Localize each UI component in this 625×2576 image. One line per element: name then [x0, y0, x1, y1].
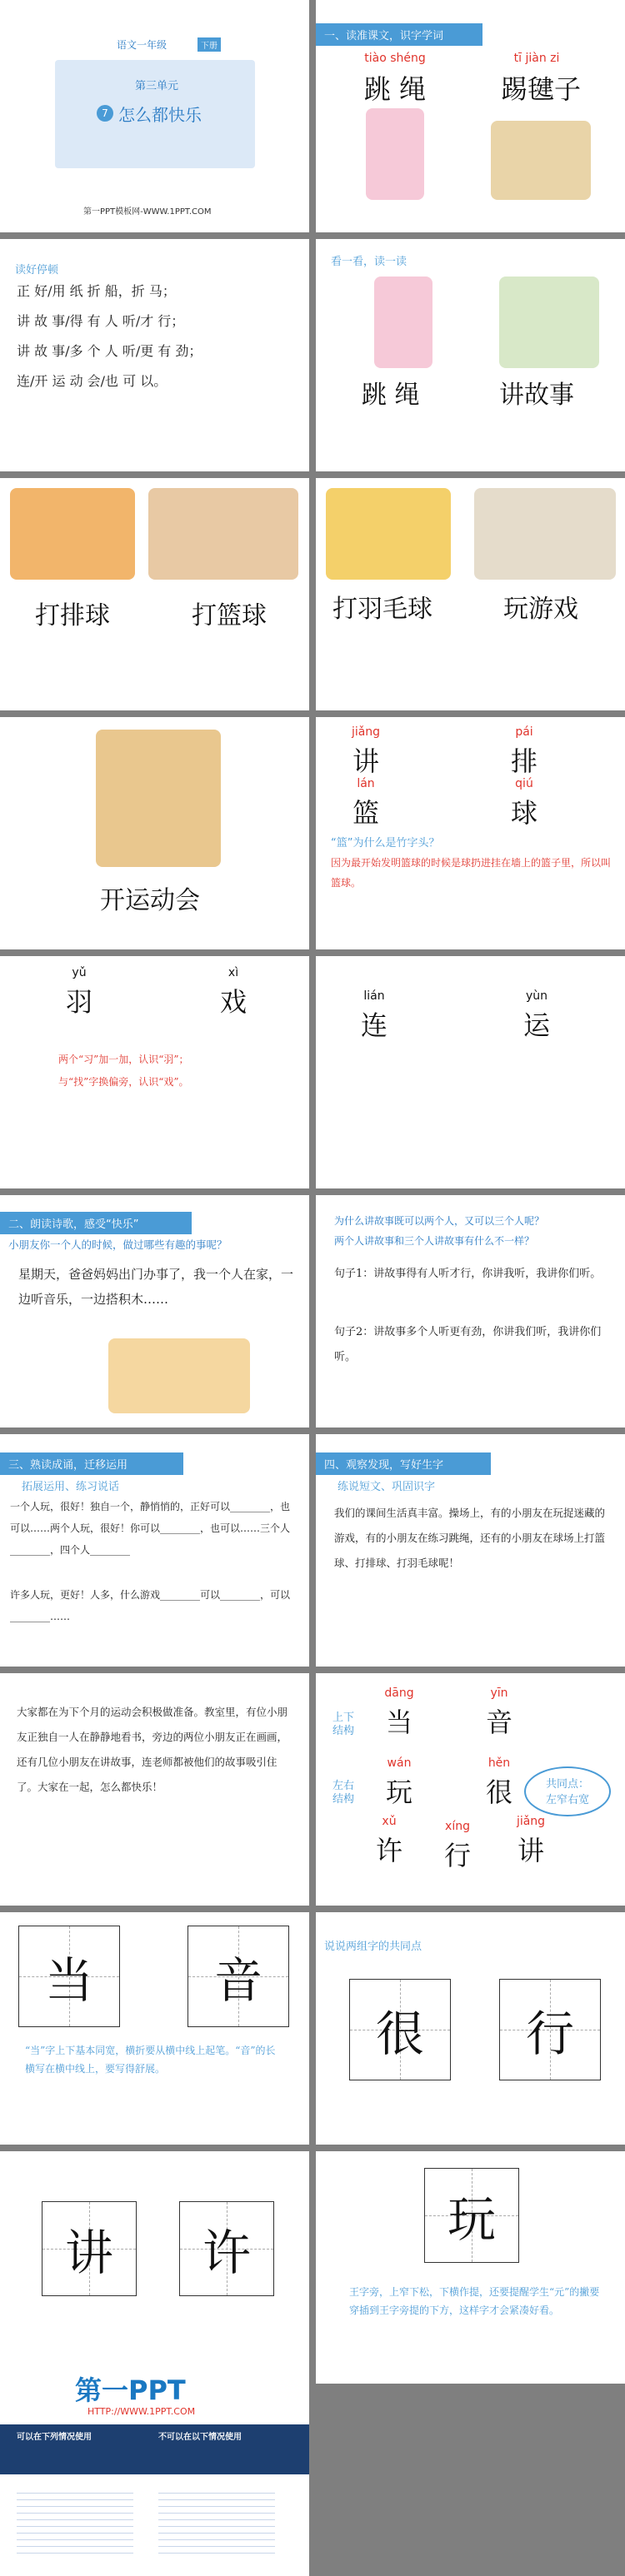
- pause-line: 讲 故 事/得 有 人 听/才 行；: [17, 313, 185, 329]
- character: 运: [522, 1009, 550, 1041]
- section-subheader: 读好停顿: [15, 264, 59, 277]
- slide-21[interactable]: [0, 2341, 309, 2576]
- writing-grid: [424, 2168, 519, 2263]
- pinyin: tī jiàn zi: [513, 52, 560, 65]
- slide-12[interactable]: [316, 1195, 625, 1428]
- pinyin: lán: [357, 777, 375, 790]
- writing-grid: [188, 1926, 289, 2027]
- question: “篮”为什么是竹字头？: [331, 837, 440, 850]
- writing-grid: [42, 2201, 137, 2296]
- link-list: [158, 2487, 275, 2558]
- grid-character: 音: [213, 1952, 262, 2009]
- unit-label: 第三单元: [135, 80, 179, 92]
- pinyin: tiào shéng: [364, 52, 426, 65]
- pause-line: 正 好/用 纸 折 船，折 马；: [17, 283, 176, 299]
- footer-text: 第一PPT模板网-WWW.1PPT.COM: [83, 207, 212, 217]
- logo: 第一PPT: [75, 2374, 186, 2406]
- sentence: 句子1：讲故事得有人听才行，你讲我听，我讲你们听。: [334, 1268, 602, 1280]
- pause-line: 连/开 运 动 会/也 可 以。: [17, 373, 168, 389]
- grid-character: 行: [525, 2005, 574, 2062]
- grid-character: 当: [44, 1952, 93, 2009]
- section-subheader: 练说短文、巩固识字: [338, 1481, 436, 1493]
- writing-grid: [18, 1926, 120, 2027]
- structure-label: 左右结构: [332, 1780, 355, 1806]
- writing-grid: [179, 2201, 274, 2296]
- volleyball-illustration: [10, 488, 135, 580]
- section-header: 四、观察发现，写好生字: [316, 1452, 491, 1475]
- character: 行: [443, 1840, 471, 1871]
- character: 许: [375, 1835, 402, 1866]
- jump-rope-illustration: [374, 277, 432, 368]
- slide-3[interactable]: [0, 239, 309, 471]
- answer: 因为最开始发明篮球的时候是球扔进挂在墙上的篮子里，所以叫篮球。: [331, 857, 612, 889]
- grade-label: 语文一年级: [117, 39, 168, 51]
- section-header: 二、朗读诗歌，感受“快乐”: [0, 1212, 192, 1234]
- question: 为什么讲故事既可以两个人，又可以三个人呢？: [334, 1215, 545, 1227]
- structure-label: 上下结构: [332, 1712, 355, 1737]
- slide-6[interactable]: [316, 478, 625, 710]
- grid-character: 很: [375, 2005, 424, 2062]
- badminton-illustration: [326, 488, 451, 580]
- pinyin: jiǎng: [351, 725, 381, 739]
- slide-10[interactable]: [316, 956, 625, 1188]
- question: 小朋友你一个人的时候，做过哪些有趣的事呢？: [8, 1238, 228, 1251]
- slide-17[interactable]: [0, 1912, 309, 2145]
- pinyin: pái: [515, 725, 533, 739]
- pinyin: lián: [363, 989, 385, 1003]
- bubble-line: 共同点：: [545, 1778, 589, 1791]
- slide-15[interactable]: [0, 1673, 309, 1906]
- allowed-heading: 可以在下列情况使用: [17, 2433, 92, 2442]
- pinyin: xì: [228, 966, 239, 979]
- basketball-illustration: [148, 488, 298, 580]
- slide-4[interactable]: [316, 239, 625, 471]
- slide-20[interactable]: [316, 2151, 625, 2384]
- character: 当: [385, 1707, 412, 1738]
- pinyin: xíng: [445, 1820, 470, 1833]
- lesson-title: 怎么都快乐: [118, 105, 202, 125]
- tip: 与“找”字换偏旁，认识“戏”。: [58, 1076, 189, 1088]
- tip: 两个“习”加一加，认识“羽”；: [58, 1054, 189, 1065]
- sports-meet-illustration: [96, 730, 221, 867]
- section-subheader: 拓展运用、练习说话: [22, 1481, 120, 1493]
- slide-14[interactable]: [316, 1434, 625, 1667]
- sentence: 句子2：讲故事多个人听更有劲，你讲我们听，我讲你们听。: [334, 1326, 602, 1363]
- pause-line: 讲 故 事/多 个 人 听/更 有 劲；: [17, 343, 202, 359]
- character: 讲: [352, 745, 379, 777]
- slide-2[interactable]: [316, 0, 625, 232]
- word: 讲故事: [499, 381, 574, 410]
- question: 两个人讲故事和三个人讲故事有什么不一样？: [334, 1235, 535, 1247]
- word: 打羽毛球: [332, 595, 432, 624]
- grid-character: 讲: [64, 2225, 113, 2281]
- bubble-line: 左窄右宽: [545, 1794, 589, 1806]
- pinyin: xǔ: [382, 1815, 397, 1828]
- game-illustration: [474, 488, 616, 580]
- lesson-number: 7: [97, 105, 113, 122]
- forbidden-heading: 不可以在以下情况使用: [158, 2433, 242, 2442]
- writing-note: 王字旁，上窄下松，下横作提，还要提醒学生“元”的撇要穿插到王字旁提的下方，这样字才会紧凑好看。: [349, 2286, 600, 2316]
- section-header: 三、熟读成诵，迁移运用: [0, 1452, 183, 1475]
- link-list: [17, 2487, 133, 2558]
- pinyin: jiǎng: [516, 1815, 546, 1828]
- word: 打排球: [35, 601, 110, 630]
- shuttlecock-illustration: [491, 121, 591, 200]
- slide-8[interactable]: [316, 717, 625, 949]
- pinyin: qiú: [515, 777, 533, 790]
- slide-1[interactable]: [0, 0, 309, 232]
- slide-16[interactable]: [316, 1673, 625, 1906]
- slide-5[interactable]: [0, 478, 309, 710]
- pinyin: hěn: [488, 1756, 511, 1770]
- character: 篮: [352, 797, 379, 829]
- grid-character: 玩: [447, 2191, 496, 2248]
- section-subheader: 看一看，读一读: [331, 256, 408, 268]
- jump-rope-illustration: [366, 108, 424, 200]
- common-point-bubble: [524, 1766, 611, 1816]
- word: 玩游戏: [503, 595, 578, 624]
- word: 跳 绳: [363, 73, 427, 105]
- slide-9[interactable]: [0, 956, 309, 1188]
- exercise-text: 许多人玩，更好！人多，什么游戏________可以________，可以________……: [10, 1589, 291, 1622]
- pinyin: wán: [387, 1756, 412, 1770]
- pinyin: dāng: [384, 1687, 414, 1700]
- word: 打篮球: [192, 601, 267, 630]
- exercise-text: 一个人玩，很好！独自一个，静悄悄的，正好可以________，也可以……两个人玩，很好！你可以________，也可以……三个人________，四个人________: [10, 1501, 291, 1556]
- slide-7[interactable]: [0, 717, 309, 949]
- building-blocks-illustration: [108, 1338, 250, 1413]
- section-header: 一、读准课文，识字学词: [316, 23, 482, 46]
- character: 音: [485, 1707, 512, 1738]
- passage: 我们的课间生活真丰富。操场上，有的小朋友在玩捉迷藏的游戏，有的小朋友在练习跳绳，还有的小朋友在球场上打篮球、打排球、打羽毛球呢！: [334, 1507, 606, 1569]
- writing-note: “当”字上下基本同宽，横折要从横中线上起笔。“音”的长横写在横中线上，要写得舒展。: [25, 2045, 276, 2075]
- slide-13[interactable]: [0, 1434, 309, 1667]
- character: 球: [510, 797, 538, 829]
- grid-character: 许: [202, 2225, 251, 2281]
- volume-badge: 下册: [198, 37, 221, 52]
- pinyin: yùn: [525, 989, 548, 1003]
- writing-grid: [349, 1979, 451, 2080]
- character: 排: [510, 745, 538, 777]
- character: 很: [485, 1776, 512, 1808]
- character: 羽: [65, 986, 92, 1018]
- character: 戏: [219, 986, 247, 1018]
- word: 踢毽子: [500, 73, 581, 105]
- character: 玩: [385, 1776, 412, 1808]
- character: 连: [360, 1009, 388, 1041]
- section-subheader: 说说两组字的共同点: [324, 1941, 422, 1953]
- passage: 大家都在为下个月的运动会积极做准备。教室里，有位小朋友正独自一人在静静地看书，旁边的两位小朋友正在画画，还有几位小朋友在讲故事，连老师都被他们的故事吸引住了。大家在一起，怎么都快乐！: [17, 1706, 288, 1793]
- character: 讲: [517, 1835, 544, 1866]
- word: 跳 绳: [362, 381, 420, 410]
- storytelling-illustration: [499, 277, 599, 368]
- passage: 星期天，爸爸妈妈出门办事了，我一个人在家，一边听音乐，一边搭积木……: [18, 1267, 294, 1307]
- word: 开运动会: [100, 886, 200, 915]
- slide-18[interactable]: [316, 1912, 625, 2145]
- pinyin: yǔ: [72, 966, 87, 979]
- site-url: HTTP://WWW.1PPT.COM: [88, 2406, 196, 2417]
- writing-grid: [499, 1979, 601, 2080]
- slide-11[interactable]: [0, 1195, 309, 1428]
- pinyin: yīn: [490, 1687, 508, 1700]
